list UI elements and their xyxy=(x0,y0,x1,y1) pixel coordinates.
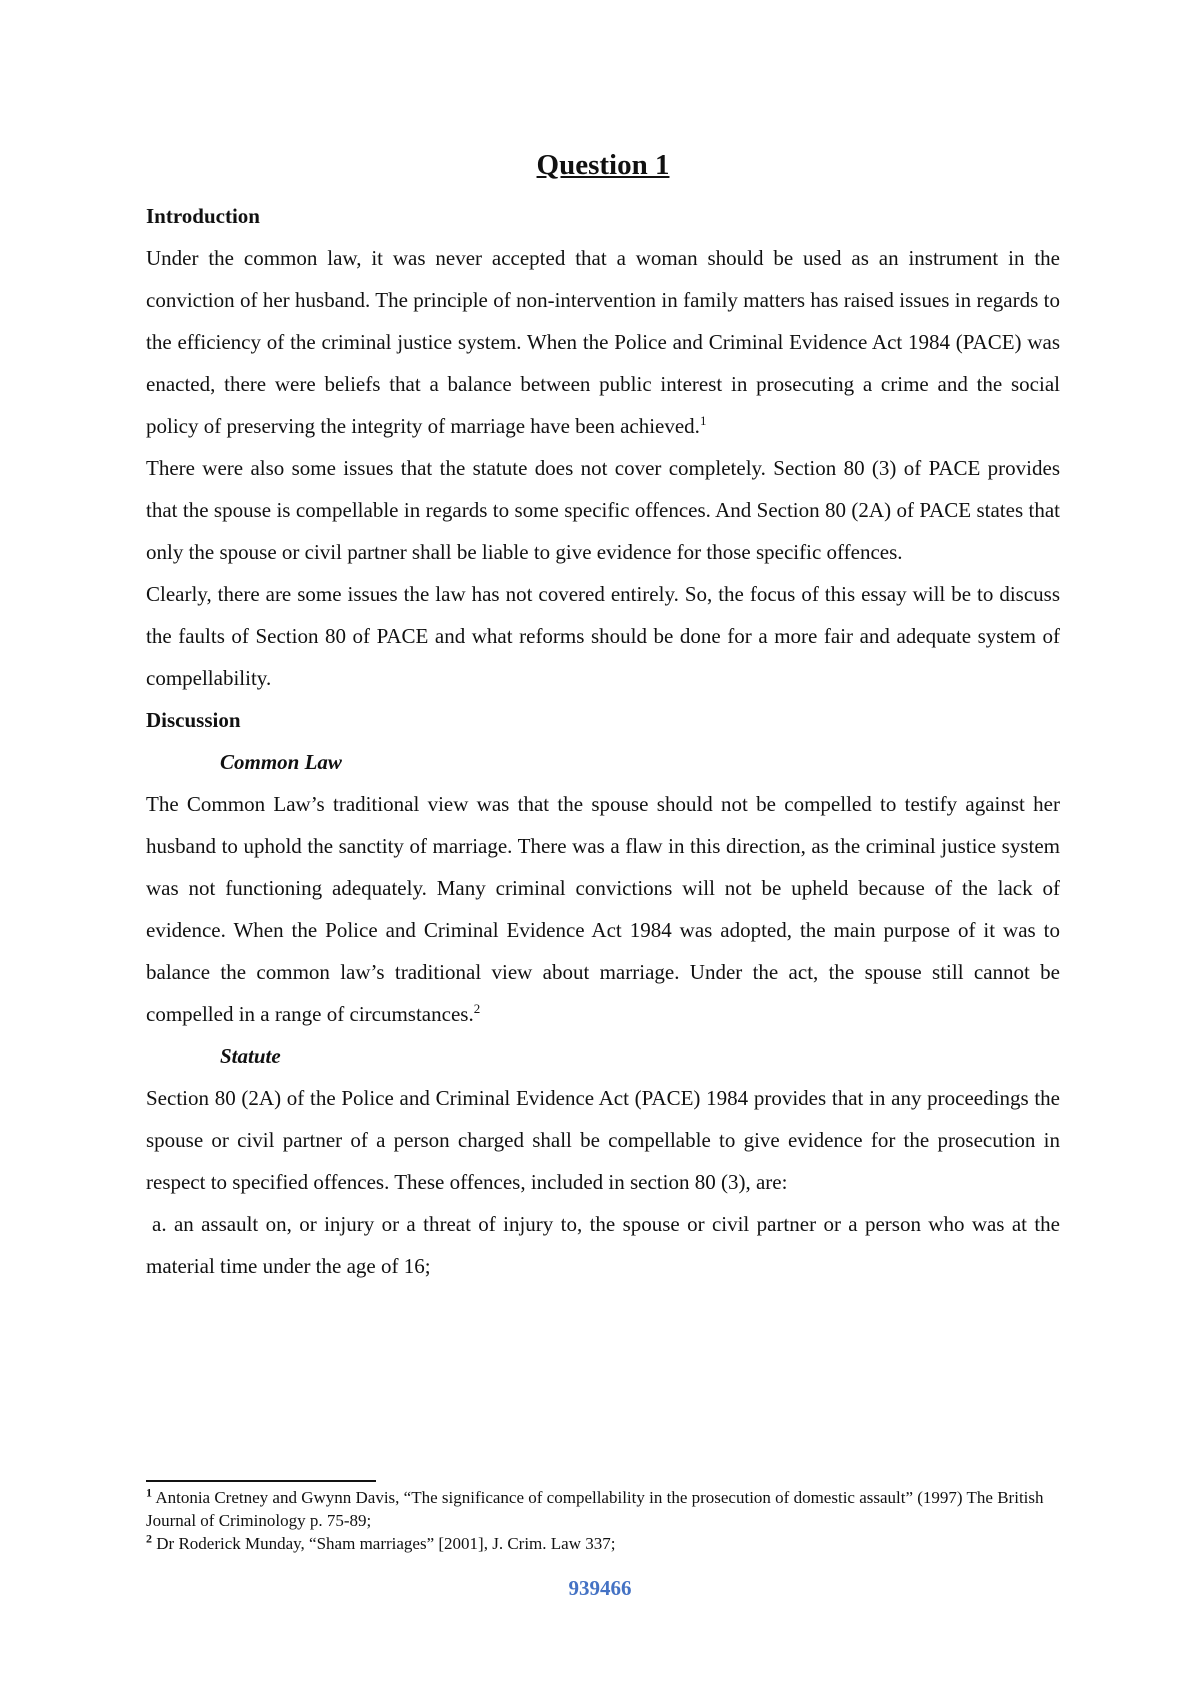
introduction-paragraph-1-text: Under the common law, it was never accepted that a woman should be used as an instrument in the conviction of her husband. The principle of non-intervention in family matters has raised issues in regards to the efficiency of the criminal justice system. When the Police and Criminal Evidence Act 1984 (PACE) was enacted, there were beliefs that a balance between public interest in prosecuting a crime and the social policy of preserving the integrity of marriage have been achieved. xyxy=(146,246,1060,438)
footnote-1 xyxy=(146,1486,1060,1532)
footnote-2-mark: 2 xyxy=(146,1531,152,1546)
page-title: Question 1 xyxy=(536,149,670,181)
footnote-1-mark: 1 xyxy=(146,1485,152,1500)
list-item-marker: a. xyxy=(152,1212,167,1236)
page-number: 939466 xyxy=(568,1576,632,1600)
statute-paragraph: Section 80 (2A) of the Police and Criminal Evidence Act (PACE) 1984 provides that in any proceedings the spouse or civil partner of a person charged shall be compellable to give evidence for the prosecution in respect to specified offences. These offences, included in section 80 (3), are: xyxy=(146,1086,1060,1194)
introduction-heading: Introduction xyxy=(146,204,260,228)
common-law-paragraph-text: The Common Law’s traditional view was that the spouse should not be compelled to testify against her husband to uphold the sanctity of marriage. There was a flaw in this direction, as the criminal justice system was not functioning adequately. Many criminal convictions will not be upheld because of the lack of evidence. When the Police and Criminal Evidence Act 1984 was adopted, the main purpose of it was to balance the common law’s traditional view about marriage. Under the act, the spouse still cannot be compelled in a range of circumstances. xyxy=(146,792,1060,1026)
footnotes-section xyxy=(146,1480,1060,1555)
common-law-subheading: Common Law xyxy=(220,750,342,774)
statute-subheading: Statute xyxy=(220,1044,281,1068)
footnote-2 xyxy=(146,1532,1060,1555)
footnote-ref-1[interactable]: 1 xyxy=(699,413,707,428)
introduction-paragraph-1 xyxy=(146,237,1060,447)
introduction-paragraph-2: There were also some issues that the statute does not cover completely. Section 80 (3) of PACE provides that the spouse is compellable in regards to some specific offences. And Section 80 (2A) of PACE states that only the spouse or civil partner shall be liable to give evidence for those specific offences. xyxy=(146,456,1060,564)
footnote-separator xyxy=(146,1480,376,1482)
footnote-ref-2[interactable]: 2 xyxy=(473,1001,481,1016)
footnote-2-text: Dr Roderick Munday, “Sham marriages” [2001], J. Crim. Law 337; xyxy=(156,1534,616,1553)
list-item xyxy=(146,1203,1060,1287)
document-body xyxy=(146,140,1060,1287)
list-item-text: an assault on, or injury or a threat of injury to, the spouse or civil partner or a person who was at the material time under the age of 16; xyxy=(146,1212,1060,1278)
footnote-1-text: Antonia Cretney and Gwynn Davis, “The significance of compellability in the prosecution of domestic assault” (1997) The British Journal of Criminology p. 75-89; xyxy=(146,1488,1044,1530)
discussion-heading: Discussion xyxy=(146,708,241,732)
introduction-paragraph-3: Clearly, there are some issues the law has not covered entirely. So, the focus of this essay will be to discuss the faults of Section 80 of PACE and what reforms should be done for a more fair and adequate system of compellability. xyxy=(146,582,1060,690)
common-law-paragraph xyxy=(146,783,1060,1035)
